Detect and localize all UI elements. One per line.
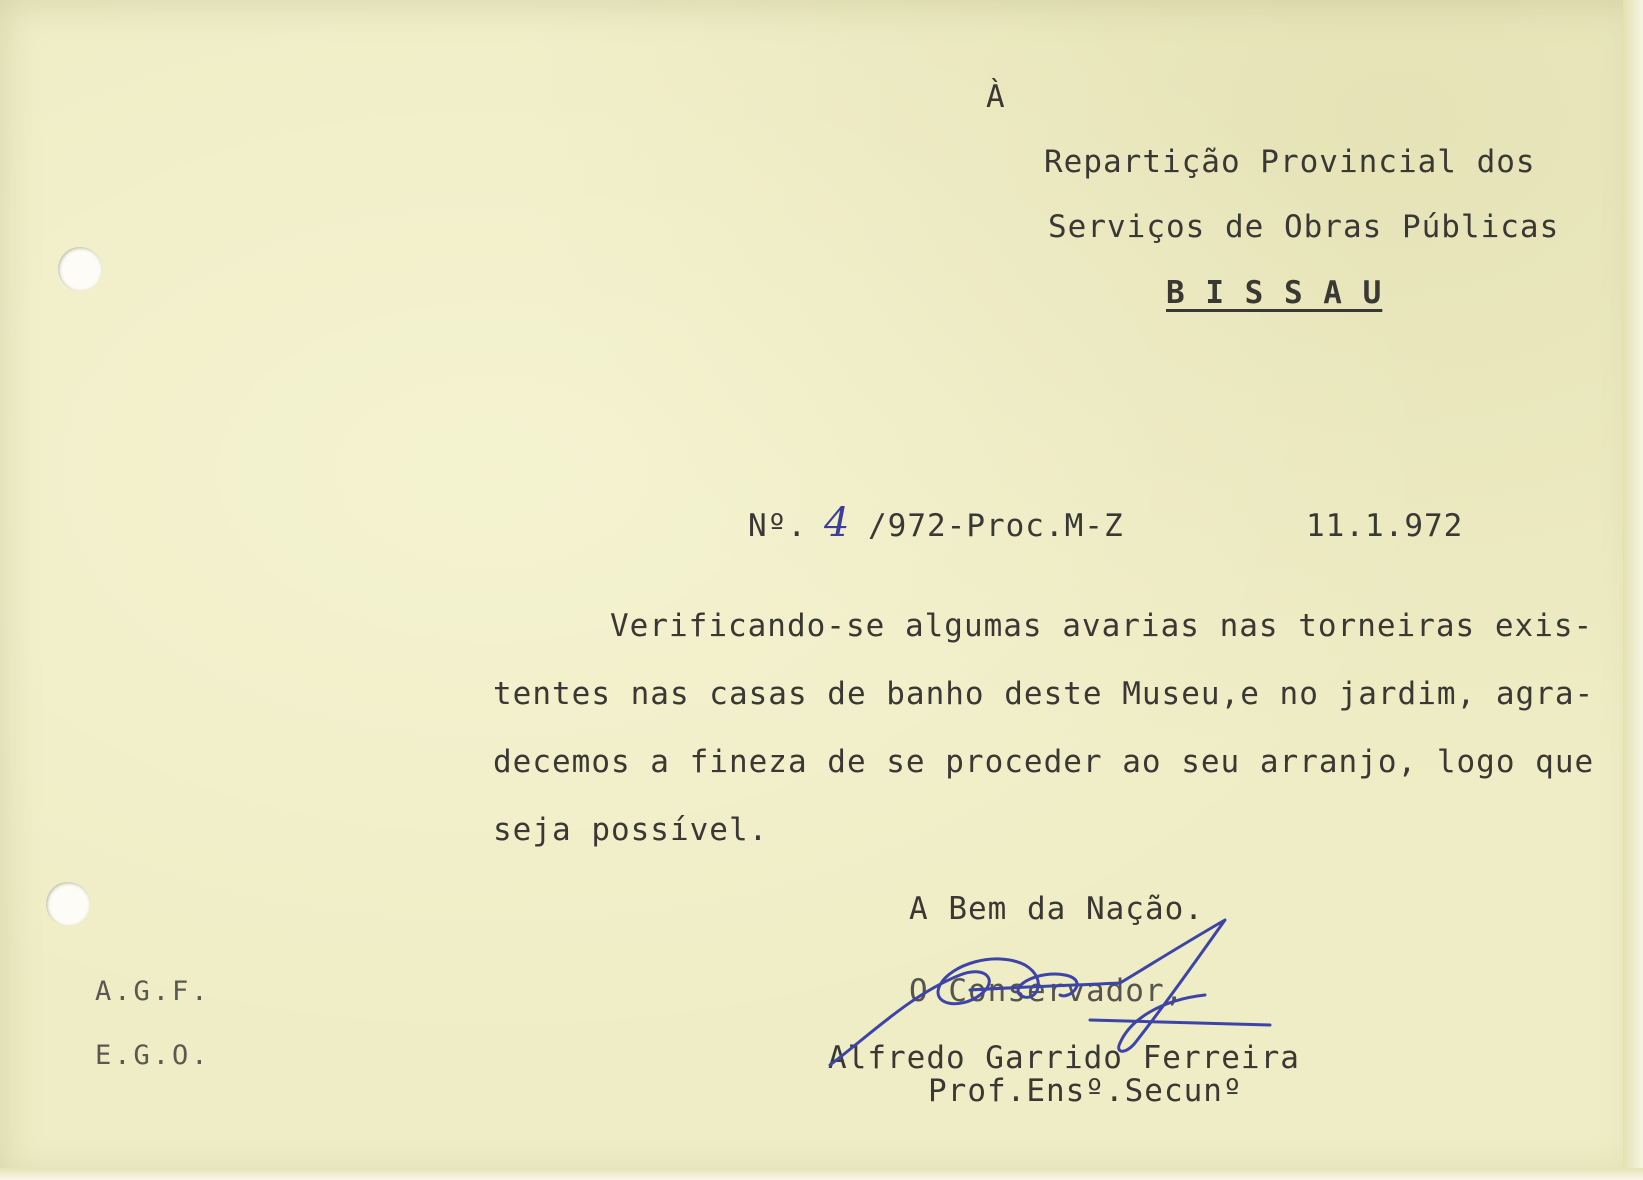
closing-name: Alfredo Garrido Ferreira — [828, 1040, 1300, 1076]
body-line-3: decemos a fineza de se proceder ao seu arranjo, logo que — [493, 744, 1595, 780]
reference-number-prefix: Nº. — [748, 508, 807, 544]
body-line-4: seja possível. — [493, 812, 769, 848]
paper-edge-right — [1623, 0, 1643, 1180]
closing-role: O Conservador, — [909, 973, 1185, 1009]
initials-line-1: A.G.F. — [95, 976, 211, 1007]
addressee-prefix: À — [986, 79, 1006, 115]
initials-line-2: E.G.O. — [95, 1040, 211, 1071]
paper-edge-bottom — [0, 1168, 1643, 1180]
reference-number-handwritten: 4 — [824, 500, 850, 546]
addressee-line-2: Serviços de Obras Públicas — [1048, 209, 1560, 245]
punch-hole-top — [58, 247, 102, 291]
addressee-line-1: Repartição Provincial dos — [1044, 144, 1536, 180]
punch-hole-bottom — [46, 882, 90, 926]
body-line-1: Verificando-se algumas avarias nas torneiras exis- — [610, 608, 1594, 644]
reference-date: 11.1.972 — [1306, 508, 1464, 544]
addressee-city: B I S S A U — [1166, 275, 1383, 311]
reference-number-suffix: /972-Proc.M-Z — [868, 508, 1124, 544]
handwritten-signature — [820, 925, 1280, 1075]
closing-title: Prof.Ensº.Secunº — [928, 1073, 1243, 1109]
closing-salutation: A Bem da Nação. — [909, 891, 1204, 927]
body-line-2: tentes nas casas de banho deste Museu,e no jardim, agra- — [493, 676, 1595, 712]
